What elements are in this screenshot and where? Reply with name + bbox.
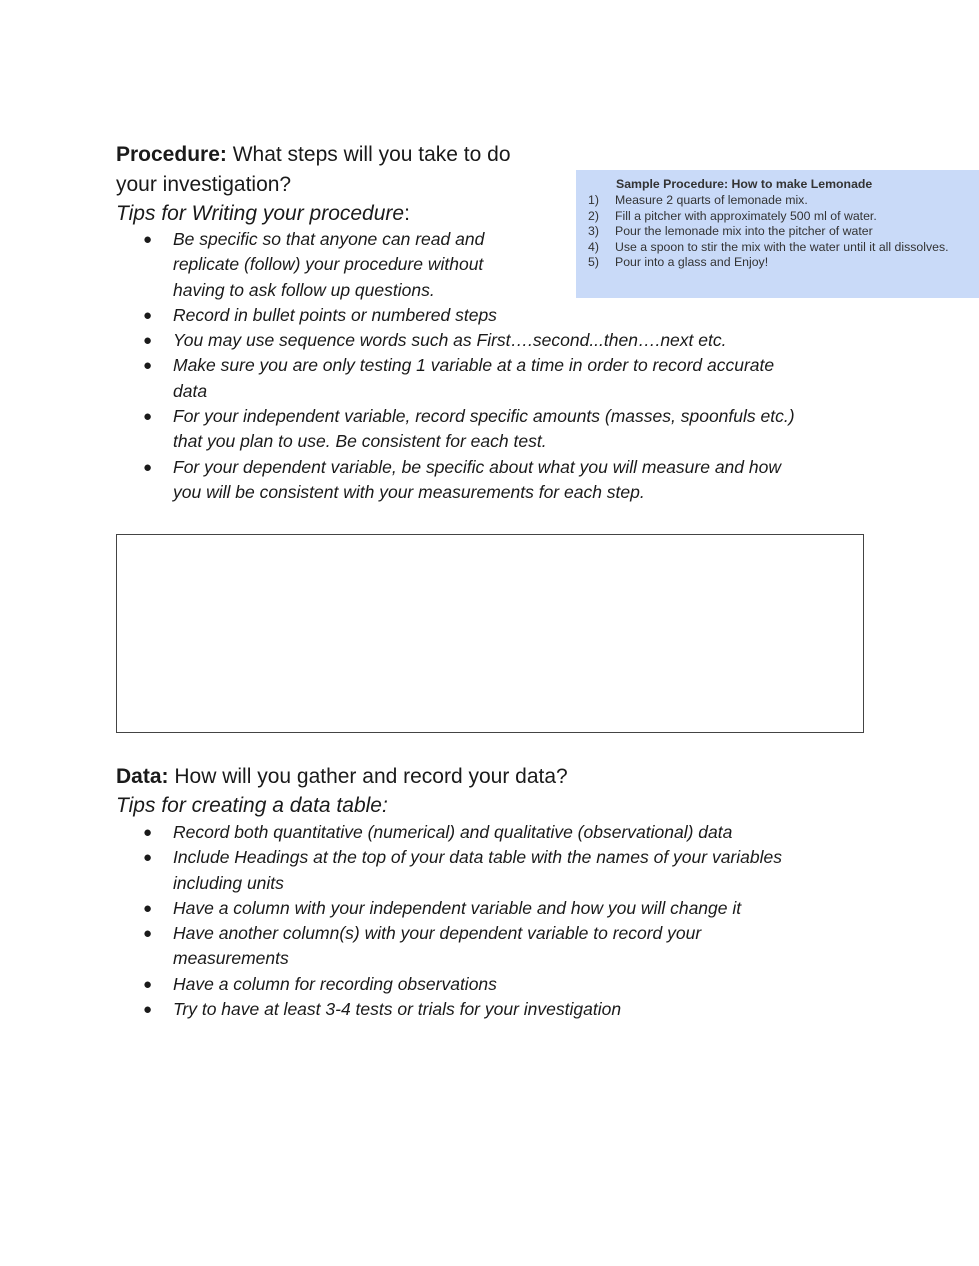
tip-line: measurements bbox=[173, 948, 289, 969]
data-tip-item bbox=[143, 820, 782, 845]
tip-line: Make sure you are only testing 1 variable at a time in order to record accurate bbox=[173, 355, 775, 376]
data-tip-item bbox=[143, 921, 782, 972]
data-tip-item bbox=[143, 845, 782, 896]
procedure-tip-item bbox=[143, 353, 795, 404]
step-number: 4) bbox=[588, 239, 599, 254]
bullet-icon: ● bbox=[143, 332, 153, 350]
tip-line: Try to have at least 3-4 tests or trials for your investigation bbox=[173, 999, 622, 1020]
sample-step bbox=[588, 224, 949, 240]
sample-step bbox=[588, 240, 949, 256]
procedure-tip-item bbox=[143, 404, 795, 455]
tip-line: that you plan to use. Be consistent for each test. bbox=[173, 431, 547, 452]
bullet-icon: ● bbox=[143, 408, 153, 426]
data-tip-item bbox=[143, 896, 782, 921]
procedure-tips-colon: : bbox=[404, 202, 410, 225]
sample-procedure-box bbox=[576, 170, 979, 298]
tip-line: For your independent variable, record specific amounts (masses, spoonfuls etc.) bbox=[173, 406, 795, 427]
data-tip-item bbox=[143, 972, 782, 997]
procedure-heading-line1 bbox=[116, 140, 511, 169]
data-tips-title: Tips for creating a data table: bbox=[116, 794, 388, 817]
data-question: How will you gather and record your data? bbox=[168, 765, 568, 788]
procedure-tip-item bbox=[143, 455, 795, 506]
bullet-icon: ● bbox=[143, 925, 153, 943]
tip-line: You may use sequence words such as First….second...then….next etc. bbox=[173, 330, 727, 351]
bullet-icon: ● bbox=[143, 306, 153, 324]
tip-line: replicate (follow) your procedure without bbox=[173, 254, 484, 275]
data-label: Data: bbox=[116, 765, 169, 788]
tip-line: you will be consistent with your measurements for each step. bbox=[173, 481, 645, 502]
bullet-icon: ● bbox=[143, 458, 153, 476]
tip-line: including units bbox=[173, 872, 284, 893]
tip-line: Have another column(s) with your dependent variable to record your bbox=[173, 923, 702, 944]
tip-line: Have a column for recording observations bbox=[173, 973, 497, 994]
tip-line: having to ask follow up questions. bbox=[173, 279, 435, 300]
tip-line: For your dependent variable, be specific about what you will measure and how bbox=[173, 456, 781, 477]
tip-line: Have a column with your independent variable and how you will change it bbox=[173, 897, 742, 918]
bullet-icon: ● bbox=[143, 975, 153, 993]
bullet-icon: ● bbox=[143, 231, 153, 248]
procedure-question-part2: your investigation? bbox=[116, 173, 292, 196]
sample-procedure-steps bbox=[588, 193, 949, 271]
tip-line: data bbox=[173, 380, 208, 401]
step-text: Pour into a glass and Enjoy! bbox=[615, 255, 769, 270]
step-text: Pour the lemonade mix into the pitcher of water bbox=[615, 224, 873, 239]
bullet-icon: ● bbox=[143, 357, 153, 375]
data-tip-item bbox=[143, 997, 782, 1022]
step-number: 2) bbox=[588, 208, 599, 223]
bullet-icon: ● bbox=[143, 1001, 153, 1019]
step-text: Measure 2 quarts of lemonade mix. bbox=[615, 193, 808, 207]
step-number: 3) bbox=[588, 224, 599, 239]
procedure-tip-item bbox=[143, 328, 795, 353]
sample-step bbox=[588, 193, 949, 209]
procedure-label: Procedure: bbox=[116, 143, 227, 166]
step-number: 1) bbox=[588, 193, 599, 207]
step-text: Use a spoon to stir the mix with the water until it all dissolves. bbox=[615, 239, 949, 254]
sample-procedure-title: Sample Procedure: How to make Lemonade bbox=[616, 177, 873, 191]
data-tips-list bbox=[143, 820, 782, 1022]
procedure-tips-title-text: Tips for Writing your procedure bbox=[116, 202, 405, 225]
step-number: 5) bbox=[588, 255, 599, 270]
tip-line: Record both quantitative (numerical) and qualitative (observational) data bbox=[173, 822, 733, 842]
step-text: Fill a pitcher with approximately 500 ml of water. bbox=[615, 208, 877, 223]
procedure-tip-item bbox=[143, 303, 795, 328]
procedure-tips-title bbox=[116, 199, 410, 228]
sample-step bbox=[588, 209, 949, 225]
bullet-icon: ● bbox=[143, 824, 153, 841]
tip-line: Record in bullet points or numbered steps bbox=[173, 304, 497, 325]
tip-line: Be specific so that anyone can read and bbox=[173, 229, 485, 249]
sample-step bbox=[588, 255, 949, 271]
procedure-question-part1: What steps will you take to do bbox=[226, 143, 511, 166]
tip-line: Include Headings at the top of your data table with the names of your variables bbox=[173, 847, 782, 868]
procedure-answer-box[interactable] bbox=[116, 534, 864, 733]
bullet-icon: ● bbox=[143, 899, 153, 917]
procedure-heading-line2 bbox=[116, 170, 291, 199]
data-heading bbox=[116, 762, 568, 791]
bullet-icon: ● bbox=[143, 849, 153, 867]
